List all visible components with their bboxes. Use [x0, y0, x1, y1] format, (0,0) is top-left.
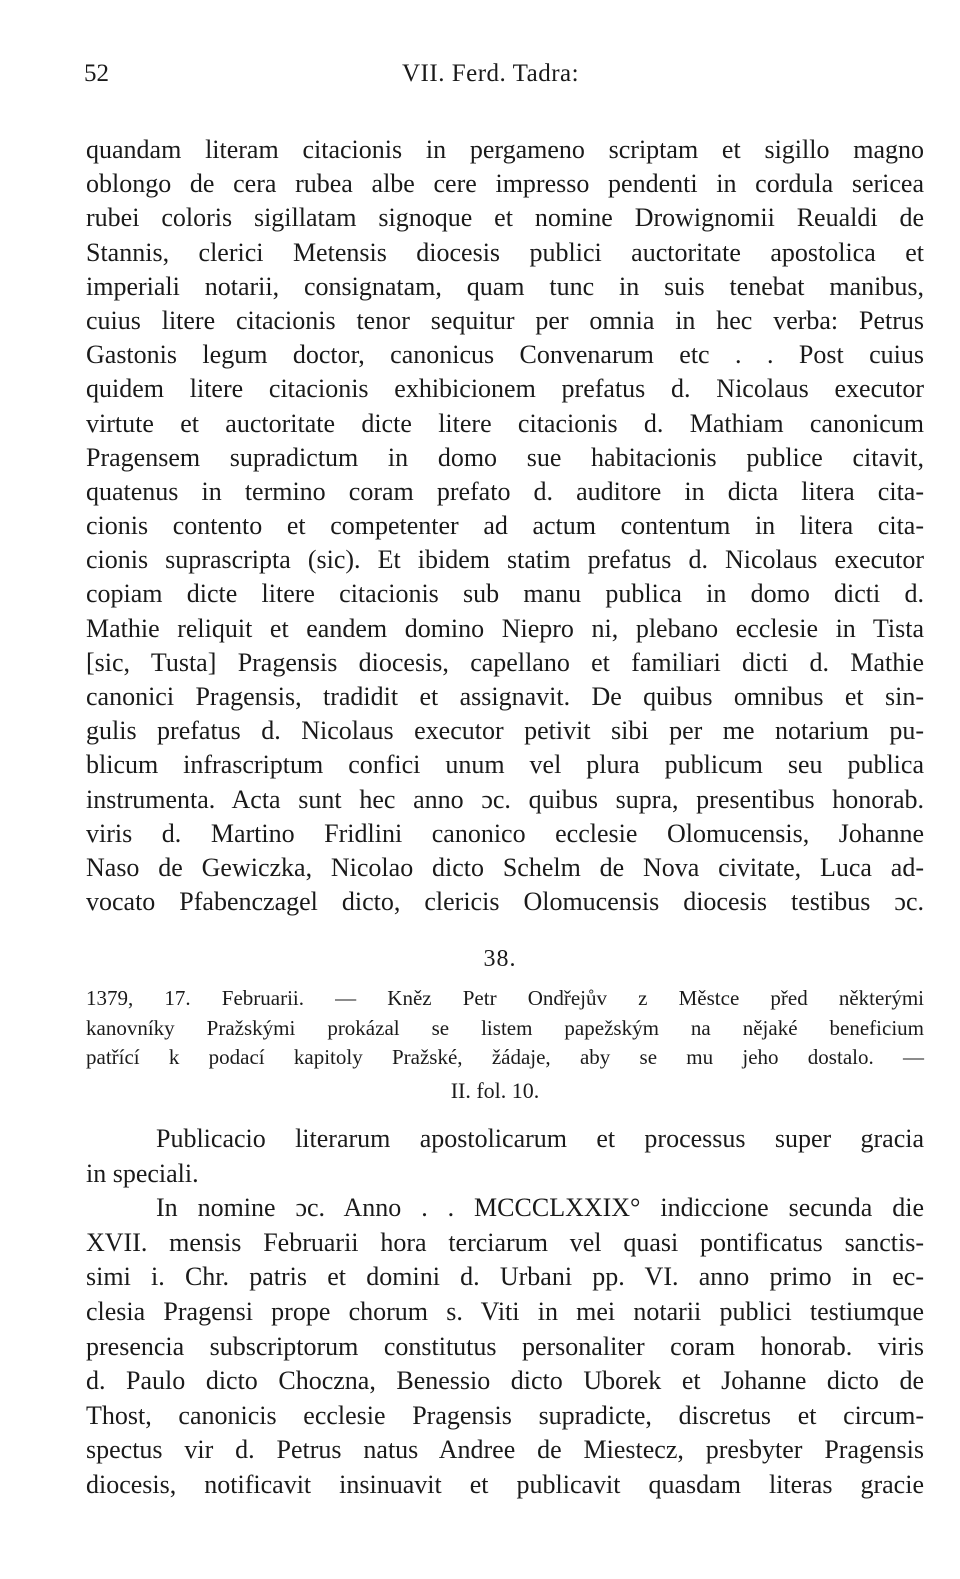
- text-line: blicum infrascriptum confici unum vel plura publicum seu publica: [86, 750, 924, 780]
- running-head: VII. Ferd. Tadra:: [402, 60, 580, 87]
- doc-title-line: Publicacio literarum apostolicarum et processus super gracia: [156, 1124, 924, 1153]
- text-line: cuius litere citacionis tenor sequitur per omnia in hec verba: Petrus: [86, 305, 924, 335]
- page-number: 52: [84, 60, 109, 87]
- text-line: Mathie reliquit et eandem domino Niepro ni, plebano ecclesie in Tista: [86, 613, 924, 643]
- text-line: oblongo de cera rubea albe cere impresso pendenti in cordula sericea: [86, 169, 924, 199]
- doc-title-line: in speciali.: [86, 1158, 199, 1188]
- document-body: [86, 1122, 924, 1503]
- continued-document-text: [86, 133, 924, 919]
- text-line: simi i. Chr. patris et domini d. Urbani pp. VI. anno primo in ec-: [86, 1262, 924, 1292]
- text-line: rubei coloris sigillatam signoque et nomine Drowignomii Reualdi de: [86, 203, 924, 233]
- text-line: quandam literam citacionis in pergameno scriptam et sigillo magno: [86, 135, 924, 164]
- text-line: cionis contento et competenter ad actum contentum in litera cita-: [86, 511, 924, 541]
- document-number: 38.: [483, 946, 517, 972]
- text-line: quidem litere citacionis exhibicionem prefatus d. Nicolaus executor: [86, 374, 924, 404]
- regest-line: patřící k podací kapitoly Pražské, žádaje, aby se mu jeho dostalo. —: [86, 1045, 924, 1069]
- text-line: Thost, canonicis ecclesie Pragensis supradicte, discretus et circum-: [86, 1400, 924, 1430]
- regest-line: kanovníky Pražskými prokázal se listem papežským na nějaké beneficium: [86, 1015, 924, 1040]
- text-line: viris d. Martino Fridlini canonico ecclesie Olomucensis, Johanne: [86, 818, 924, 848]
- text-line: Gastonis legum doctor, canonicus Convenarum etc . . Post cuius: [86, 340, 924, 370]
- text-line: instrumenta. Acta sunt hec anno ɔc. quibus supra, presentibus honorab.: [86, 784, 924, 814]
- text-line: vocato Pfabenczagel dicto, clericis Olomucensis diocesis testibus ɔc.: [86, 887, 924, 917]
- text-line: quatenus in termino coram prefato d. auditore in dicta litera cita-: [86, 476, 924, 506]
- page-header: [84, 60, 920, 94]
- text-line: spectus vir d. Petrus natus Andree de Miestecz, presbyter Pragensis: [86, 1435, 924, 1465]
- text-line: presencia subscriptorum constitutus personaliter coram honorab. viris: [86, 1331, 924, 1361]
- text-line: XVII. mensis Februarii hora terciarum vel quasi pontificatus sanctis-: [86, 1227, 924, 1257]
- text-line: clesia Pragensi prope chorum s. Viti in mei notarii publici testiumque: [86, 1296, 924, 1326]
- text-line: In nomine ɔc. Anno . . MCCCLXXIX° indiccione secunda die: [156, 1193, 924, 1223]
- text-line: cionis suprascripta (sic). Et ibidem statim prefatus d. Nicolaus executor: [86, 545, 924, 575]
- text-line: canonici Pragensis, tradidit et assignavit. De quibus omnibus et sin-: [86, 682, 924, 711]
- text-line: Stannis, clerici Metensis diocesis publici auctoritate apostolica et: [86, 237, 924, 267]
- text-line: d. Paulo dicto Choczna, Benessio dicto Uborek et Johanne dicto de: [86, 1366, 924, 1396]
- document-source: II. fol. 10.: [450, 1078, 540, 1103]
- text-line: imperiali notarii, consignatam, quam tunc in suis tenebat manibus,: [86, 271, 924, 301]
- text-line: Pragensem supradictum in domo sue habitacionis publice citavit,: [86, 442, 924, 472]
- text-line: virtute et auctoritate dicte litere citacionis d. Mathiam canonicum: [86, 408, 924, 438]
- document-regest: [86, 984, 924, 1073]
- text-line: [sic, Tusta] Pragensis diocesis, capellano et familiari dicti d. Mathie: [86, 647, 924, 677]
- text-line: gulis prefatus d. Nicolaus executor petivit sibi per me notarium pu-: [86, 716, 924, 746]
- text-line: copiam dicte litere citacionis sub manu publica in domo dicti d.: [86, 579, 924, 609]
- regest-line: 1379, 17. Februarii. — Kněz Petr Ondřejův z Městce před některými: [86, 986, 924, 1010]
- text-line: Naso de Gewiczka, Nicolao dicto Schelm de Nova civitate, Luca ad-: [86, 852, 924, 882]
- text-line: diocesis, notificavit insinuavit et publicavit quasdam literas gracie: [86, 1469, 924, 1499]
